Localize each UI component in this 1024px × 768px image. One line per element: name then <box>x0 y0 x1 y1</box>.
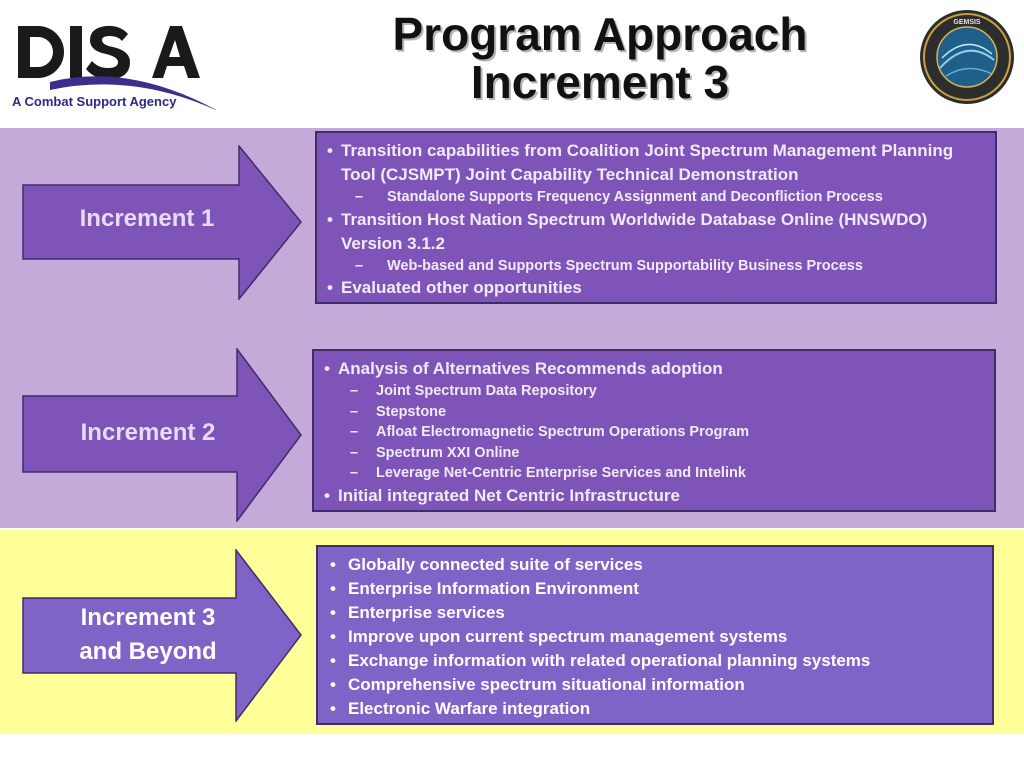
svg-text:GEMSIS: GEMSIS <box>953 19 981 26</box>
page-title <box>300 10 900 106</box>
list-item: • Transition Host Nation Spectrum Worldwide Database Online (HNSWDO) Version 3.1.2 <box>325 208 987 256</box>
list-item: • Improve upon current spectrum management systems <box>326 625 984 649</box>
title-line-1: Program Approach <box>392 8 808 60</box>
increment-1-arrow <box>22 145 302 300</box>
list-item: • Analysis of Alternatives Recommends adoption <box>322 357 986 381</box>
sub-list-item: – Web-based and Supports Spectrum Supportability Business Process <box>325 256 987 277</box>
list-item: • Exchange information with related operational planning systems <box>326 649 984 673</box>
sub-list-item: – Joint Spectrum Data Repository <box>322 381 986 402</box>
list-item: • Transition capabilities from Coalition Joint Spectrum Management Planning Tool (CJSMPT) Joint Capability Technical Demonstration <box>325 139 987 187</box>
sub-list-item: – Afloat Electromagnetic Spectrum Operations Program <box>322 422 986 443</box>
list-item: • Comprehensive spectrum situational information <box>326 673 984 697</box>
list-item: • Globally connected suite of services <box>326 553 984 577</box>
sub-list-item: – Standalone Supports Frequency Assignment and Deconfliction Process <box>325 187 987 208</box>
list-item: • Electronic Warfare integration <box>326 697 984 721</box>
increment-3-arrow <box>22 549 302 722</box>
title-line-2: Increment 3 <box>470 56 730 108</box>
increment-2-arrow <box>22 348 302 522</box>
list-item: • Initial integrated Net Centric Infrastructure <box>322 484 986 508</box>
increment-3-label: Increment 3 and Beyond <box>79 604 217 665</box>
gemsis-seal <box>918 8 1016 106</box>
increment-2-details <box>312 349 996 512</box>
sub-list-item: – Spectrum XXI Online <box>322 443 986 464</box>
sub-list-item: – Leverage Net-Centric Enterprise Services and Intelink <box>322 463 986 484</box>
list-item: • Enterprise Information Environment <box>326 577 984 601</box>
list-item: • Enterprise services <box>326 601 984 625</box>
increment-1-details <box>315 131 997 304</box>
increment-1-label: Increment 1 <box>79 205 215 232</box>
list-item: • Evaluated other opportunities <box>325 276 987 300</box>
increment-2-label: Increment 2 <box>80 419 216 446</box>
increment-3-details <box>316 545 994 725</box>
logo-tagline: A Combat Support Agency <box>12 94 177 109</box>
sub-list-item: – Stepstone <box>322 402 986 423</box>
